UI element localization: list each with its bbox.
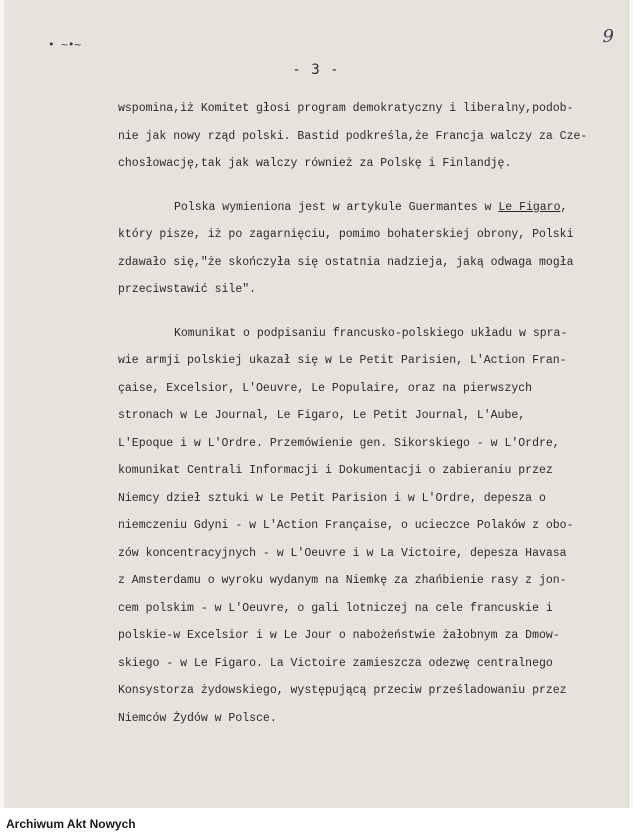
text-line: [118, 512, 613, 540]
archive-footer: [0, 808, 633, 840]
text-line: [118, 249, 613, 277]
archive-label: Archiwum Akt Nowych: [6, 817, 136, 831]
text-line-content: niemczeniu Gdyni - w L'Action Française, o ucieczce Polaków z obo-: [118, 519, 574, 532]
text-line: [118, 194, 613, 222]
text-line: [118, 430, 613, 458]
text-line-content: Niemców Żydów w Polsce.: [118, 711, 277, 725]
text-line-content: wspomina,iż Komitet głosi program demokratyczny i liberalny,podob-: [118, 102, 574, 115]
text-line-content: zdawało się,"że skończyła się ostatnia nadzieja, jaką odwaga mogła: [118, 255, 574, 269]
page-number: - 3 -: [292, 62, 340, 78]
text-line: [118, 150, 613, 178]
text-line: [118, 402, 613, 430]
text-line: [118, 595, 613, 623]
corner-mark: • ~•~: [48, 38, 82, 51]
text-line: [118, 677, 613, 705]
text-line: [118, 123, 613, 151]
document-page: [4, 0, 629, 808]
text-line-content: L'Epoque i w L'Ordre. Przemówienie gen. Sikorskiego - w L'Ordre,: [118, 436, 560, 450]
text-line: [118, 540, 613, 568]
text-line-content: Polska wymieniona jest w artykule Guermantes w: [174, 200, 499, 214]
text-line-content: çaise, Excelsior, L'Oeuvre, Le Populaire, oraz na pierwszych: [118, 381, 533, 395]
text-line: [118, 276, 613, 304]
text-line-content: polskie-w Excelsior i w Le Jour o nabożeństwie żałobnym za Dmow-: [118, 629, 560, 642]
text-line: [118, 320, 613, 348]
text-line-content: Konsystorza żydowskiego, występującą przeciw prześladowaniu przez: [118, 684, 567, 697]
text-line-content: Niemcy dzieł sztuki w Le Petit Parision i w L'Ordre, depesza o: [118, 491, 546, 505]
text-line-content: z Amsterdamu o wyroku wydanym na Niemkę za zhańbienie rasy z jon-: [118, 574, 567, 587]
text-line-content: ,: [560, 200, 568, 214]
text-line: [118, 457, 613, 485]
text-line-content: który pisze, iż po zagarnięciu, pomimo bohaterskiej obrony, Polski: [118, 228, 574, 241]
underlined-title: Le Figaro: [498, 200, 561, 214]
text-line-content: przeciwstawić sile".: [118, 283, 257, 296]
text-line-content: nie jak nowy rząd polski. Bastid podkreśla,że Francja walczy za Cze-: [118, 129, 588, 143]
text-line: [118, 567, 613, 595]
text-line: [118, 347, 613, 375]
folio-number: 9: [602, 26, 614, 47]
text-line-content: skiego - w Le Figaro. La Victoire zamieszcza odezwę centralnego: [118, 656, 553, 670]
text-line: [118, 705, 613, 733]
text-line-content: zów koncentracyjnych - w L'Oeuvre i w La Victoire, depesza Havasa: [118, 546, 567, 560]
text-line-content: cem polskim - w L'Oeuvre, o gali lotniczej na cele francuskie i: [118, 601, 553, 615]
text-line: [118, 485, 613, 513]
text-line: [118, 650, 613, 678]
text-line-content: stronach w Le Journal, Le Figaro, Le Petit Journal, L'Aube,: [118, 409, 526, 422]
text-line-content: wie armji polskiej ukazał się w Le Petit Parisien, L'Action Fran-: [118, 354, 567, 367]
text-line-content: chosłowację,tak jak walczy również za Polskę i Finlandję.: [118, 157, 512, 170]
text-line: [118, 622, 613, 650]
text-line-content: komunikat Centrali Informacji i Dokumentacji o zabieraniu przez: [118, 464, 553, 477]
text-line: [118, 95, 613, 123]
text-line: [118, 375, 613, 403]
typed-text: [118, 95, 613, 732]
text-line: [118, 221, 613, 249]
text-line-content: Komunikat o podpisaniu francusko-polskiego układu w spra-: [174, 326, 568, 340]
